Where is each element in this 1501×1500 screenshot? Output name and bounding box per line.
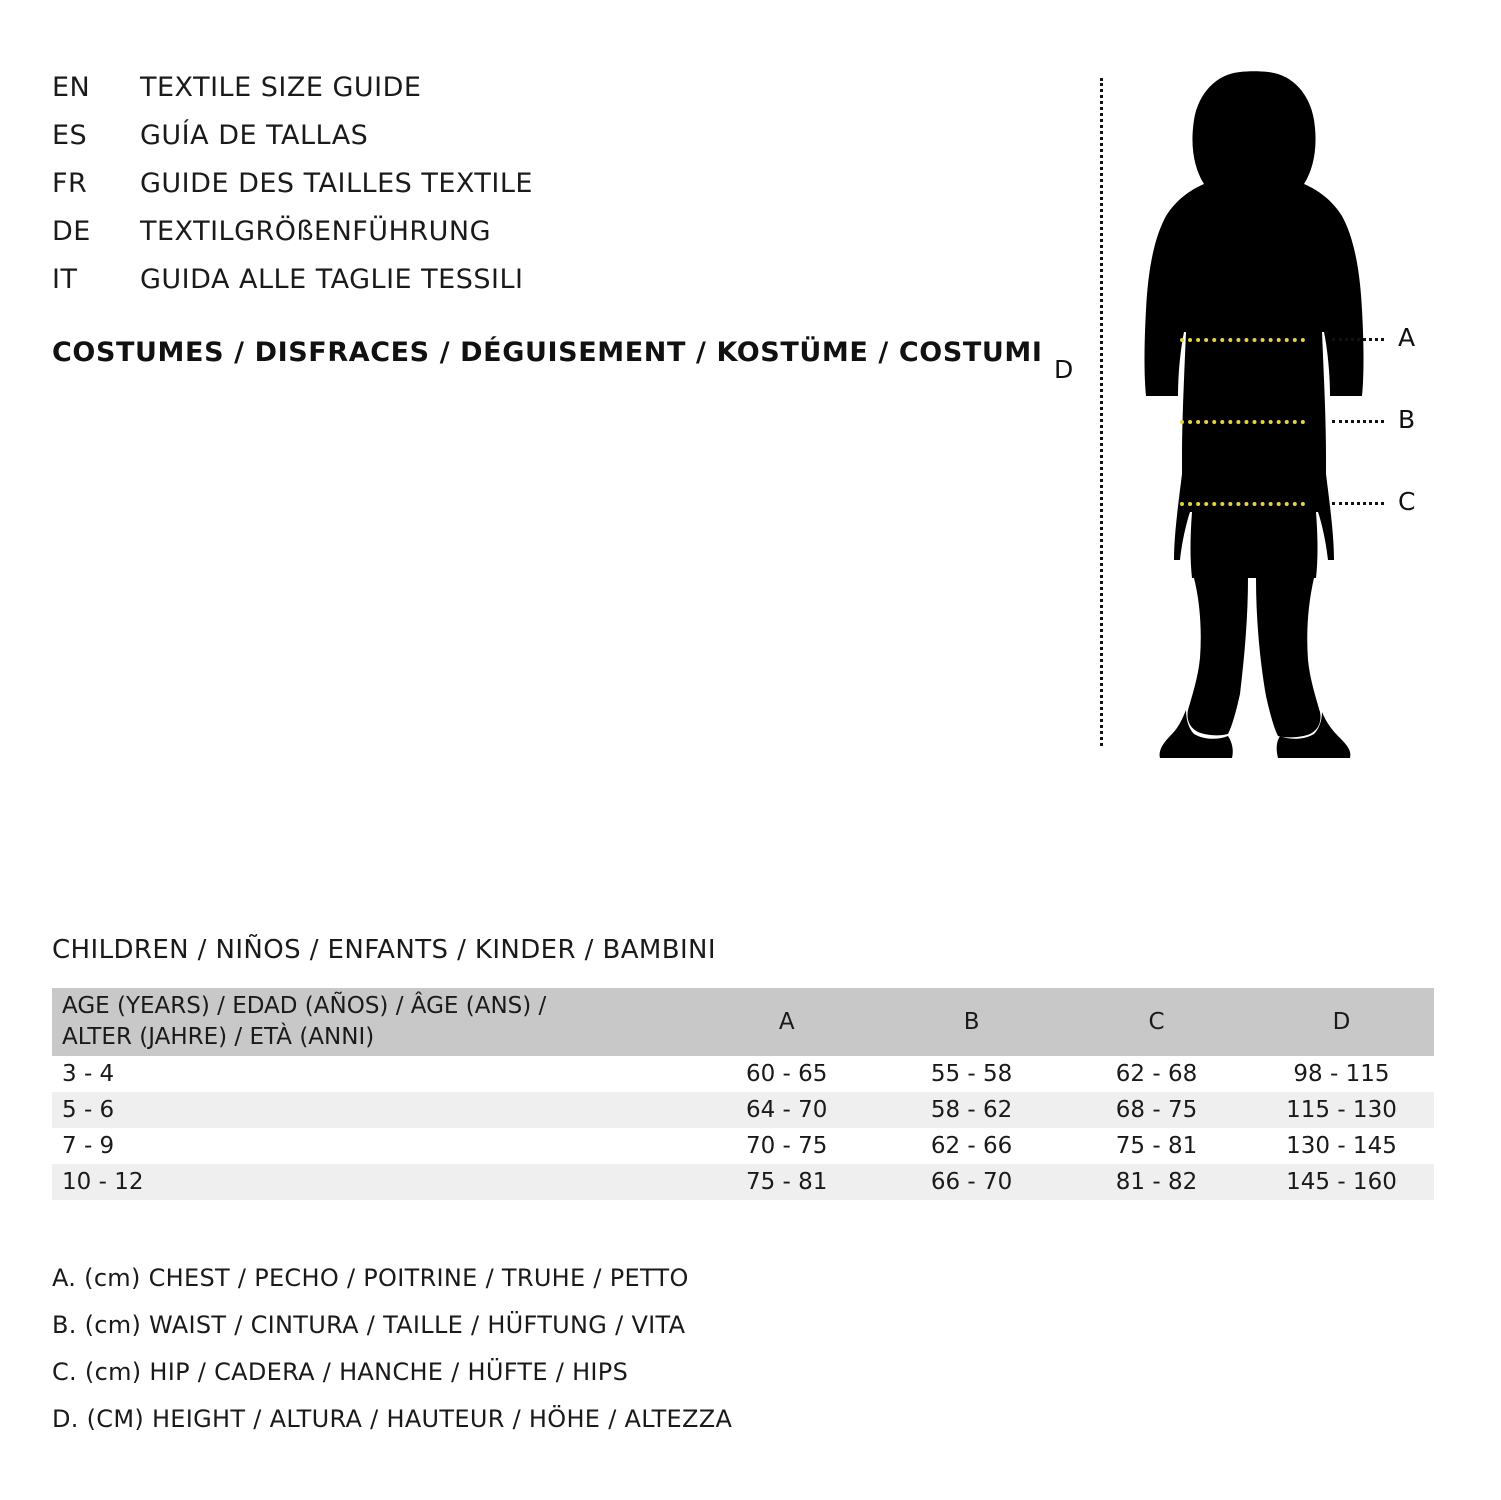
- language-text-it: GUIDA ALLE TAGLIE TESSILI: [140, 264, 524, 295]
- column-header-d: D: [1249, 988, 1434, 1056]
- cell-age: 3 - 4: [52, 1056, 694, 1092]
- language-text-en: TEXTILE SIZE GUIDE: [140, 72, 422, 103]
- cell-b: 62 - 66: [879, 1128, 1064, 1164]
- cell-b: 58 - 62: [879, 1092, 1064, 1128]
- column-header-age-line1: AGE (YEARS) / EDAD (AÑOS) / ÂGE (ANS) /: [62, 992, 547, 1019]
- language-code-en: EN: [52, 72, 91, 103]
- table-row: [52, 1128, 1434, 1164]
- hip-measure-line: [1180, 502, 1305, 506]
- cell-b: 55 - 58: [879, 1056, 1064, 1092]
- measurement-figure: [1040, 60, 1460, 760]
- legend-item-c: C. (cm) HIP / CADERA / HANCHE / HÜFTE / HIPS: [52, 1358, 629, 1386]
- height-axis-dotted-line: [1100, 78, 1103, 746]
- child-silhouette-icon: [1120, 60, 1400, 760]
- language-row-de: [52, 216, 1032, 264]
- cell-c: 75 - 81: [1064, 1128, 1249, 1164]
- cell-c: 68 - 75: [1064, 1092, 1249, 1128]
- table-section-title: CHILDREN / NIÑOS / ENFANTS / KINDER / BAMBINI: [52, 935, 716, 965]
- language-title-block: [52, 72, 1032, 312]
- language-text-de: TEXTILGRÖßENFÜHRUNG: [140, 216, 492, 247]
- legend: [52, 1255, 732, 1443]
- chest-leader-line: [1332, 338, 1384, 341]
- cell-a: 60 - 65: [694, 1056, 879, 1092]
- cell-age: 5 - 6: [52, 1092, 694, 1128]
- cell-d: 115 - 130: [1249, 1092, 1434, 1128]
- cell-c: 81 - 82: [1064, 1164, 1249, 1200]
- cell-d: 98 - 115: [1249, 1056, 1434, 1092]
- measure-label-b: B: [1398, 405, 1416, 434]
- chest-measure-line: [1180, 338, 1305, 342]
- measure-label-c: C: [1398, 487, 1416, 516]
- cell-d: 130 - 145: [1249, 1128, 1434, 1164]
- column-header-age: [52, 988, 694, 1056]
- costumes-subtitle: COSTUMES / DISFRACES / DÉGUISEMENT / KOSTÜME / COSTUMI: [52, 337, 1043, 368]
- legend-item-d: D. (CM) HEIGHT / ALTURA / HAUTEUR / HÖHE / ALTEZZA: [52, 1405, 733, 1433]
- language-text-es: GUÍA DE TALLAS: [140, 120, 369, 151]
- language-code-it: IT: [52, 264, 78, 295]
- language-row-en: [52, 72, 1032, 120]
- table-header-row: [52, 988, 1434, 1056]
- cell-a: 64 - 70: [694, 1092, 879, 1128]
- column-header-a: A: [694, 988, 879, 1056]
- cell-a: 70 - 75: [694, 1128, 879, 1164]
- column-header-b: B: [879, 988, 1064, 1056]
- measure-label-d: D: [1054, 355, 1074, 384]
- size-table: [52, 988, 1434, 1200]
- waist-leader-line: [1332, 420, 1384, 423]
- column-header-age-line2: ALTER (JAHRE) / ETÀ (ANNI): [62, 1024, 375, 1050]
- language-row-it: [52, 264, 1032, 312]
- hip-leader-line: [1332, 502, 1384, 505]
- cell-age: 10 - 12: [52, 1164, 694, 1200]
- measure-label-a: A: [1398, 323, 1416, 352]
- table-row: [52, 1164, 1434, 1200]
- cell-a: 75 - 81: [694, 1164, 879, 1200]
- cell-b: 66 - 70: [879, 1164, 1064, 1200]
- language-row-es: [52, 120, 1032, 168]
- language-text-fr: GUIDE DES TAILLES TEXTILE: [140, 168, 533, 199]
- waist-measure-line: [1180, 420, 1305, 424]
- cell-c: 62 - 68: [1064, 1056, 1249, 1092]
- legend-item-a: A. (cm) CHEST / PECHO / POITRINE / TRUHE / PETTO: [52, 1264, 689, 1292]
- cell-age: 7 - 9: [52, 1128, 694, 1164]
- column-header-c: C: [1064, 988, 1249, 1056]
- language-code-de: DE: [52, 216, 91, 247]
- cell-d: 145 - 160: [1249, 1164, 1434, 1200]
- language-row-fr: [52, 168, 1032, 216]
- legend-item-b: B. (cm) WAIST / CINTURA / TAILLE / HÜFTUNG / VITA: [52, 1311, 686, 1339]
- table-row: [52, 1056, 1434, 1092]
- table-row: [52, 1092, 1434, 1128]
- size-table-body: [52, 1056, 1434, 1200]
- language-code-fr: FR: [52, 168, 88, 199]
- language-code-es: ES: [52, 120, 88, 151]
- size-table-header: [52, 988, 1434, 1056]
